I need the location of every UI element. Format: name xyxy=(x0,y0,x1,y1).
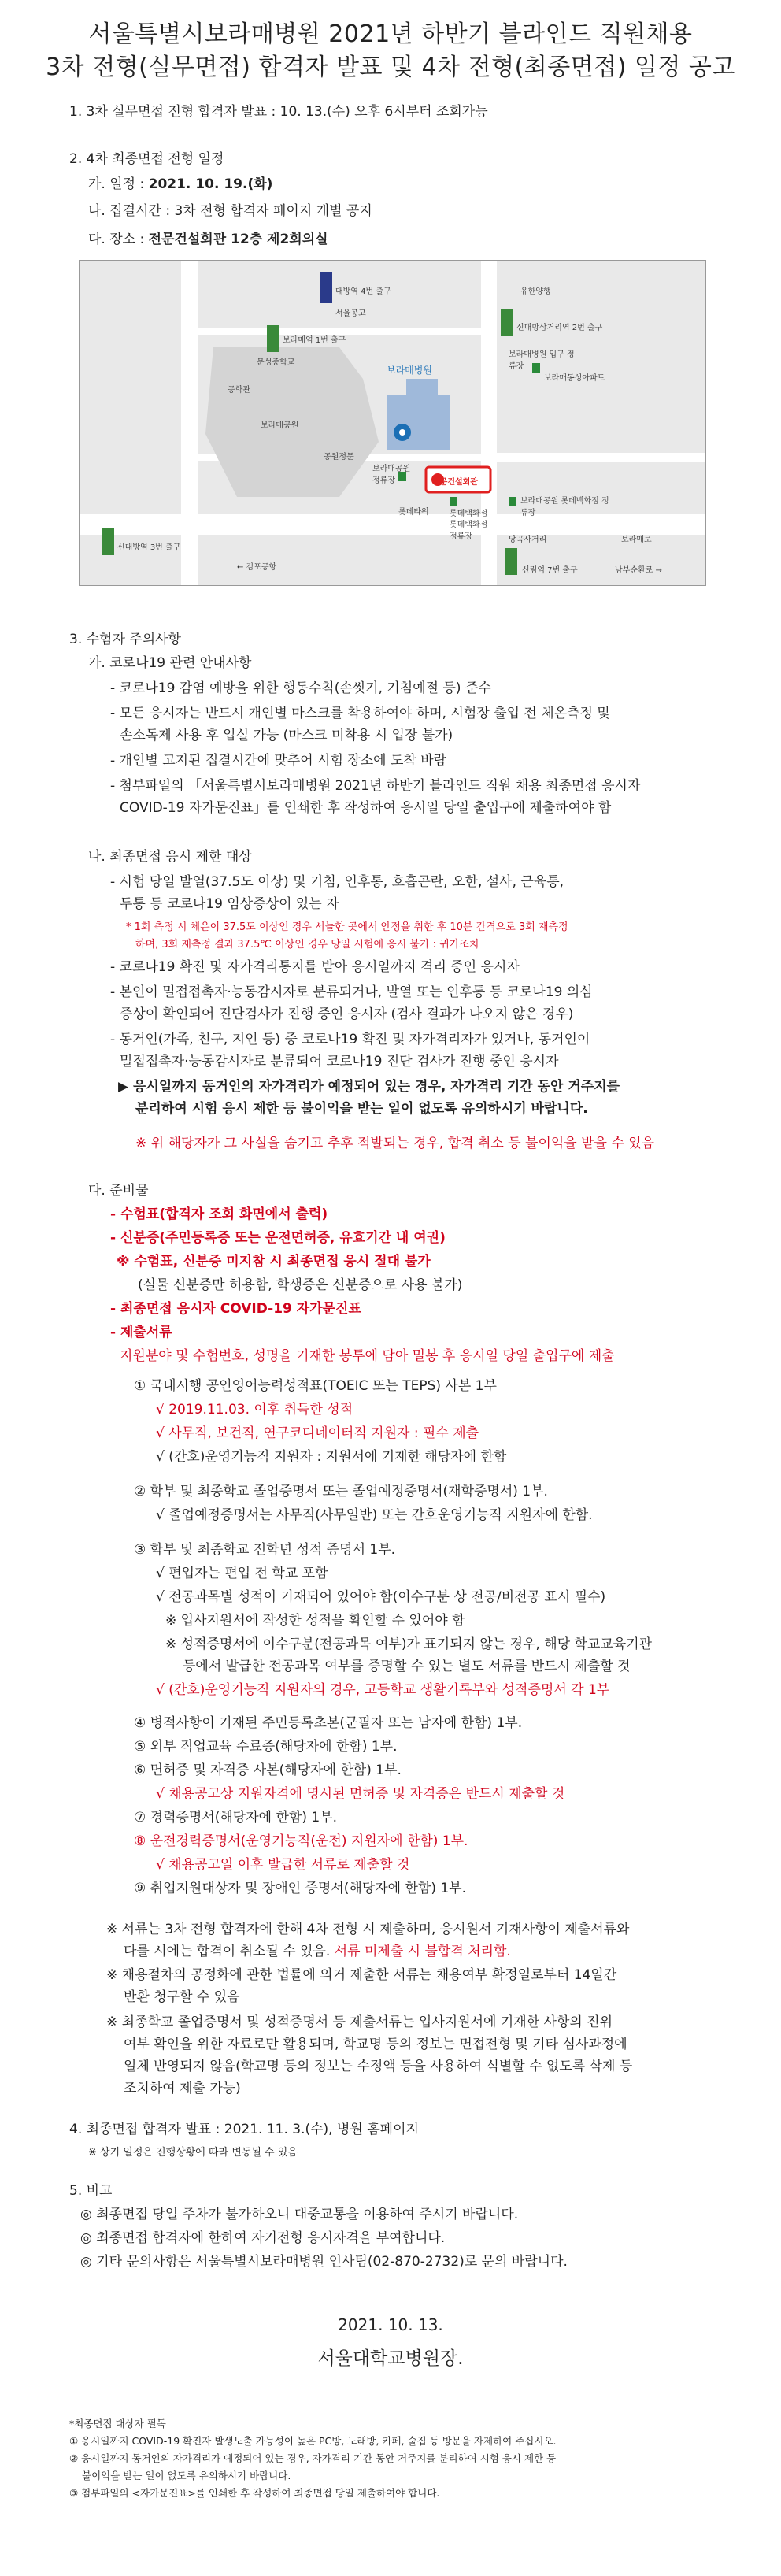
doc-subitem: √ 2019.11.03. 이후 취득한 성적 xyxy=(156,1402,353,1418)
supplies-heading: 다. 준비물 xyxy=(88,1183,149,1199)
section-2-place xyxy=(88,230,328,249)
doc-note: 여부 확인을 위한 자료로만 활용되며, 학교명 등의 정보는 면접전형 및 기타 심사과정에 xyxy=(124,2037,627,2052)
restriction-line: 두통 등 코로나19 임상증상이 있는 자 xyxy=(120,896,339,912)
map-label-hospital-gate: 보라매병원 입구 정류장 xyxy=(509,350,575,371)
covid-guide-line: 손소독제 사용 후 입실 가능 (마스크 미착용 시 입장 불가) xyxy=(120,728,453,743)
restriction-heading: 나. 최종면접 응시 제한 대상 xyxy=(88,849,252,865)
map-label-lotte-dept: 롯데백화점 xyxy=(450,510,488,518)
doc-subitem: ※ 성적증명서에 이수구분(전공과목 여부)가 표기되지 않는 경우, 해당 학교교육기관 xyxy=(165,1636,653,1652)
map-label-munseongjung: 문성중학교 xyxy=(257,358,295,367)
remark-item: ◎ 최종면접 합격자에 한하여 자기전형 응시자격을 부여합니다. xyxy=(80,2230,446,2246)
section-3-heading: 3. 수험자 주의사항 xyxy=(69,632,181,647)
doc-item: ⑧ 운전경력증명서(운영기능직(운전) 지원자에 한함) 1부. xyxy=(134,1833,468,1849)
covid-guide-line: - 첨부파일의 「서울특별시보라매병원 2021년 하반기 블라인드 직원 채용 최종면접 응시자 xyxy=(110,778,641,794)
map-label-dangok: 당곡사거리 xyxy=(509,536,547,544)
supply-id-note-2: (실물 신분증만 허용함, 학생증은 신분증으로 사용 불가) xyxy=(138,1277,463,1293)
supply-covid-form: - 최종면접 응시자 COVID-19 자가문진표 xyxy=(110,1301,361,1317)
doc-note: 조치하여 제출 가능) xyxy=(124,2081,241,2096)
map-label-gonghakgwan: 공학관 xyxy=(228,386,250,395)
footnote-line: ③ 첨부파일의 <자가문진표>를 인쇄한 후 작성하여 최종면접 당일 제출하여야 합니다. xyxy=(69,2487,440,2499)
map-label-yuhan: 유한양행 xyxy=(520,287,551,296)
map-label-hospital: 보라매병원 xyxy=(387,365,432,376)
doc-item: ② 학부 및 최종학교 졸업증명서 또는 졸업예정증명서(재학증명서) 1부. xyxy=(134,1484,548,1499)
restriction-red-note: ※ 위 해당자가 그 사실을 숨기고 추후 적발되는 경우, 합격 취소 등 불이익을 받을 수 있음 xyxy=(135,1136,655,1151)
map-label-gimpo: ← 김포공항 xyxy=(237,563,277,572)
restriction-line: 증상이 확인되어 진단검사가 진행 중인 응시자 (검사 결과가 나오지 않은 경우) xyxy=(120,1006,574,1022)
doc-subitem: √ 채용공고일 이후 발급한 서류로 제출할 것 xyxy=(156,1857,410,1873)
footnote-line: 불이익을 받는 일이 없도록 유의하시기 바랍니다. xyxy=(82,2470,291,2481)
map-label-lotte-dept-stop: 롯데백화점 정류장 xyxy=(450,521,488,541)
doc-note: 일체 반영되지 않음(학교명 등의 정보는 수정액 등을 사용하여 식별할 수 없도록 삭제 등 xyxy=(124,2059,633,2074)
restriction-line: - 본인이 밀접접촉자·능동감시자로 분류되거나, 발열 또는 인후통 등 코로나19 의심 xyxy=(110,984,593,1000)
doc-subitem: √ 졸업예정증명서는 사무직(사무일반) 또는 간호운영기능직 지원자에 한함. xyxy=(156,1507,593,1523)
doc-note xyxy=(124,1942,511,1961)
doc-item: ③ 학부 및 최종학교 전학년 성적 증명서 1부. xyxy=(134,1542,396,1558)
map-label-seoultech: 보라매동성아파트 xyxy=(544,374,605,383)
restriction-note: * 1회 측정 시 체온이 37.5도 이상인 경우 서늘한 곳에서 안정을 취한 후 10분 간격으로 3회 재측정 xyxy=(126,921,568,933)
doc-item: ① 국내시행 공인영어능력성적표(TOEIC 또는 TEPS) 사본 1부 xyxy=(134,1378,497,1394)
section-2-date xyxy=(88,175,272,194)
doc-note: ※ 채용절차의 공정화에 관한 법률에 의거 제출한 서류는 채용여부 확정일로부터 14일간 xyxy=(106,1967,617,1983)
restriction-line: - 동거인(가족, 친구, 지인 등) 중 코로나19 확진 및 자가격리자가 있거나, 동거인이 xyxy=(110,1032,590,1047)
doc-item: ⑥ 면허증 및 자격증 사본(해당자에 한함) 1부. xyxy=(134,1762,402,1778)
doc-note: 반환 청구할 수 있음 xyxy=(124,1989,240,2005)
supply-documents-desc: 지원분야 및 수험번호, 성명을 기재한 봉투에 담아 밀봉 후 응시일 당일 출입구에 제출 xyxy=(120,1348,615,1364)
map-label-boramae-park-stop: 보라매공원 정류장 xyxy=(372,465,411,485)
supply-documents: - 제출서류 xyxy=(110,1325,172,1340)
map-label-sindaebang2: 신대방삼거리역 2번 출구 xyxy=(516,324,603,332)
map-label-lotte: 롯데타워 xyxy=(398,508,429,517)
map-label-sinlim7: 신림역 7번 출구 xyxy=(522,566,578,575)
doc-subitem: √ 편입자는 편입 전 학교 포함 xyxy=(156,1566,328,1581)
doc-subitem: √ (간호)운영기능직 지원자의 경우, 고등학교 생활기록부와 성적증명서 각 1부 xyxy=(156,1682,610,1698)
doc-subitem: ※ 입사지원서에 작성한 성적을 확인할 수 있어야 함 xyxy=(165,1613,465,1629)
map-drawing xyxy=(80,261,705,585)
date-value: 2021. 10. 19.(화) xyxy=(148,176,273,192)
map-label-boramae1: 보라매역 1번 출구 xyxy=(283,336,346,345)
doc-note-red: 서류 미제출 시 불합격 처리함. xyxy=(330,1944,511,1959)
section-4-heading: 4. 최종면접 합격자 발표 : 2021. 11. 3.(수), 병원 홈페이지 xyxy=(69,2122,419,2137)
covid-guide-heading: 가. 코로나19 관련 안내사항 xyxy=(88,655,252,671)
doc-subitem: √ 채용공고상 지원자격에 명시된 면허증 및 자격증은 반드시 제출할 것 xyxy=(156,1786,565,1802)
title-line-1: 서울특별시보라매병원 2021년 하반기 블라인드 직원채용 xyxy=(88,20,693,48)
location-map xyxy=(79,260,706,586)
map-label-boramaero: 보라매로 xyxy=(621,536,652,544)
map-label-daebang4: 대방역 4번 출구 xyxy=(335,287,391,296)
doc-note-text: 다를 시에는 합격이 취소될 수 있음. xyxy=(124,1944,331,1959)
notice-date: 2021. 10. 13. xyxy=(338,2315,443,2334)
restriction-warning: 분리하여 시험 응시 제한 등 불이익을 받는 일이 없도록 유의하시기 바랍니다. xyxy=(135,1101,588,1117)
place-value: 전문건설회관 12층 제2회의실 xyxy=(148,232,328,247)
footnote-line: ② 응시일까지 동거인의 자가격리가 예정되어 있는 경우, 자가격리 기간 동안 거주지를 분리하여 시험 응시 제한 등 xyxy=(69,2452,557,2464)
remark-item: ◎ 기타 문의사항은 서울특별시보라매병원 인사팀(02-870-2732)로 문의 바랍니다. xyxy=(80,2254,568,2270)
covid-guide-line: - 모든 응시자는 반드시 개인별 마스크를 착용하여야 하며, 시험장 출입 전 체온측정 및 xyxy=(110,706,610,721)
map-label-sindaebang3: 신대방역 3번 출구 xyxy=(117,543,181,552)
supply-exam-ticket: - 수험표(합격자 조회 화면에서 출력) xyxy=(110,1206,328,1222)
notice-org: 서울대학교병원장. xyxy=(317,2348,464,2369)
doc-subitem: √ 전공과목별 성적이 기재되어 있어야 함(이수구분 상 전공/비전공 표시 필수) xyxy=(156,1589,606,1605)
doc-item: ⑤ 외부 직업교육 수료증(해당자에 한함) 1부. xyxy=(134,1739,398,1755)
doc-subitem: √ 사무직, 보건직, 연구코디네이터직 지원자 : 필수 제출 xyxy=(156,1425,479,1441)
restriction-warning: ▶ 응시일까지 동거인의 자가격리가 예정되어 있는 경우, 자가격리 기간 동안 거주지를 xyxy=(118,1079,620,1095)
supply-id-card: - 신분증(주민등록증 또는 운전면허증, 유효기간 내 여권) xyxy=(110,1230,446,1246)
doc-subitem: 등에서 발급한 전공과목 여부를 증명할 수 있는 별도 서류를 반드시 제출할 것 xyxy=(183,1659,631,1674)
doc-note: ※ 최종학교 졸업증명서 및 성적증명서 등 제출서류는 입사지원서에 기재한 사항의 진위 xyxy=(106,2014,613,2030)
place-label: 다. 장소 : xyxy=(88,232,149,247)
map-label-building: 전문건설회관 xyxy=(432,478,478,487)
section-4-note: ※ 상기 일정은 진행상황에 따라 변동될 수 있음 xyxy=(88,2147,298,2159)
map-label-boramae-park-lotte-stop: 보라매공원 롯데백화점 정류장 xyxy=(520,497,609,517)
restriction-line: 밀접접촉자·능동감시자로 분류되어 코로나19 진단 검사가 진행 중인 응시자 xyxy=(120,1054,559,1069)
map-label-nambu: 남부순환로 → xyxy=(615,566,662,575)
section-2-gather: 나. 집결시간 : 3차 전형 합격자 페이지 개별 공지 xyxy=(88,203,372,219)
section-2-heading: 2. 4차 최종면접 전형 일정 xyxy=(69,151,224,167)
supply-id-note: ※ 수험표, 신분증 미지참 시 최종면접 응시 절대 불가 xyxy=(117,1254,431,1269)
restriction-note: 하며, 3회 재측정 결과 37.5℃ 이상인 경우 당일 시험에 응시 불가 : 귀가조치 xyxy=(135,939,479,951)
map-label-gongwonmun: 공원정문 xyxy=(324,453,354,461)
map-label-seoulgo: 서울공고 xyxy=(335,309,366,318)
footnote-line: ① 응시일까지 COVID-19 확진자 발생노출 가능성이 높은 PC방, 노래방, 카페, 술집 등 방문을 자제하여 주십시오. xyxy=(69,2435,557,2447)
doc-item: ④ 병적사항이 기재된 주민등록초본(군필자 또는 남자에 한함) 1부. xyxy=(134,1715,523,1731)
section-1: 1. 3차 실무면접 전형 합격자 발표 : 10. 13.(수) 오후 6시부터 조회가능 xyxy=(69,104,488,120)
map-label-park: 보라매공원 xyxy=(261,421,299,430)
footnote-title: *최종면접 대상자 필독 xyxy=(69,2418,166,2430)
doc-item: ⑦ 경력증명서(해당자에 한함) 1부. xyxy=(134,1810,337,1825)
restriction-line: - 코로나19 확진 및 자가격리통지를 받아 응시일까지 격리 중인 응시자 xyxy=(110,959,520,975)
covid-guide-line: - 코로나19 감염 예방을 위한 행동수칙(손씻기, 기침예절 등) 준수 xyxy=(110,680,491,696)
restriction-line: - 시험 당일 발열(37.5도 이상) 및 기침, 인후통, 호흡곤란, 오한, 설사, 근육통, xyxy=(110,874,564,890)
title-line-2: 3차 전형(실무면접) 합격자 발표 및 4차 전형(최종면접) 일정 공고 xyxy=(46,54,735,81)
date-label: 가. 일정 : xyxy=(88,176,149,192)
doc-subitem: √ (간호)운영기능직 지원자 : 지원서에 기재한 해당자에 한함 xyxy=(156,1449,507,1465)
section-5-heading: 5. 비고 xyxy=(69,2183,113,2199)
covid-guide-line: COVID-19 자가문진표」를 인쇄한 후 작성하여 응시일 당일 출입구에 제출하여야 함 xyxy=(120,800,612,816)
doc-item: ⑨ 취업지원대상자 및 장애인 증명서(해당자에 한함) 1부. xyxy=(134,1881,467,1896)
doc-note: ※ 서류는 3차 전형 합격자에 한해 4차 전형 시 제출하며, 응시원서 기재사항이 제출서류와 xyxy=(106,1922,630,1937)
covid-guide-line: - 개인별 고지된 집결시간에 맞추어 시험 장소에 도착 바람 xyxy=(110,753,447,769)
remark-item: ◎ 최종면접 당일 주차가 불가하오니 대중교통을 이용하여 주시기 바랍니다. xyxy=(80,2207,519,2222)
